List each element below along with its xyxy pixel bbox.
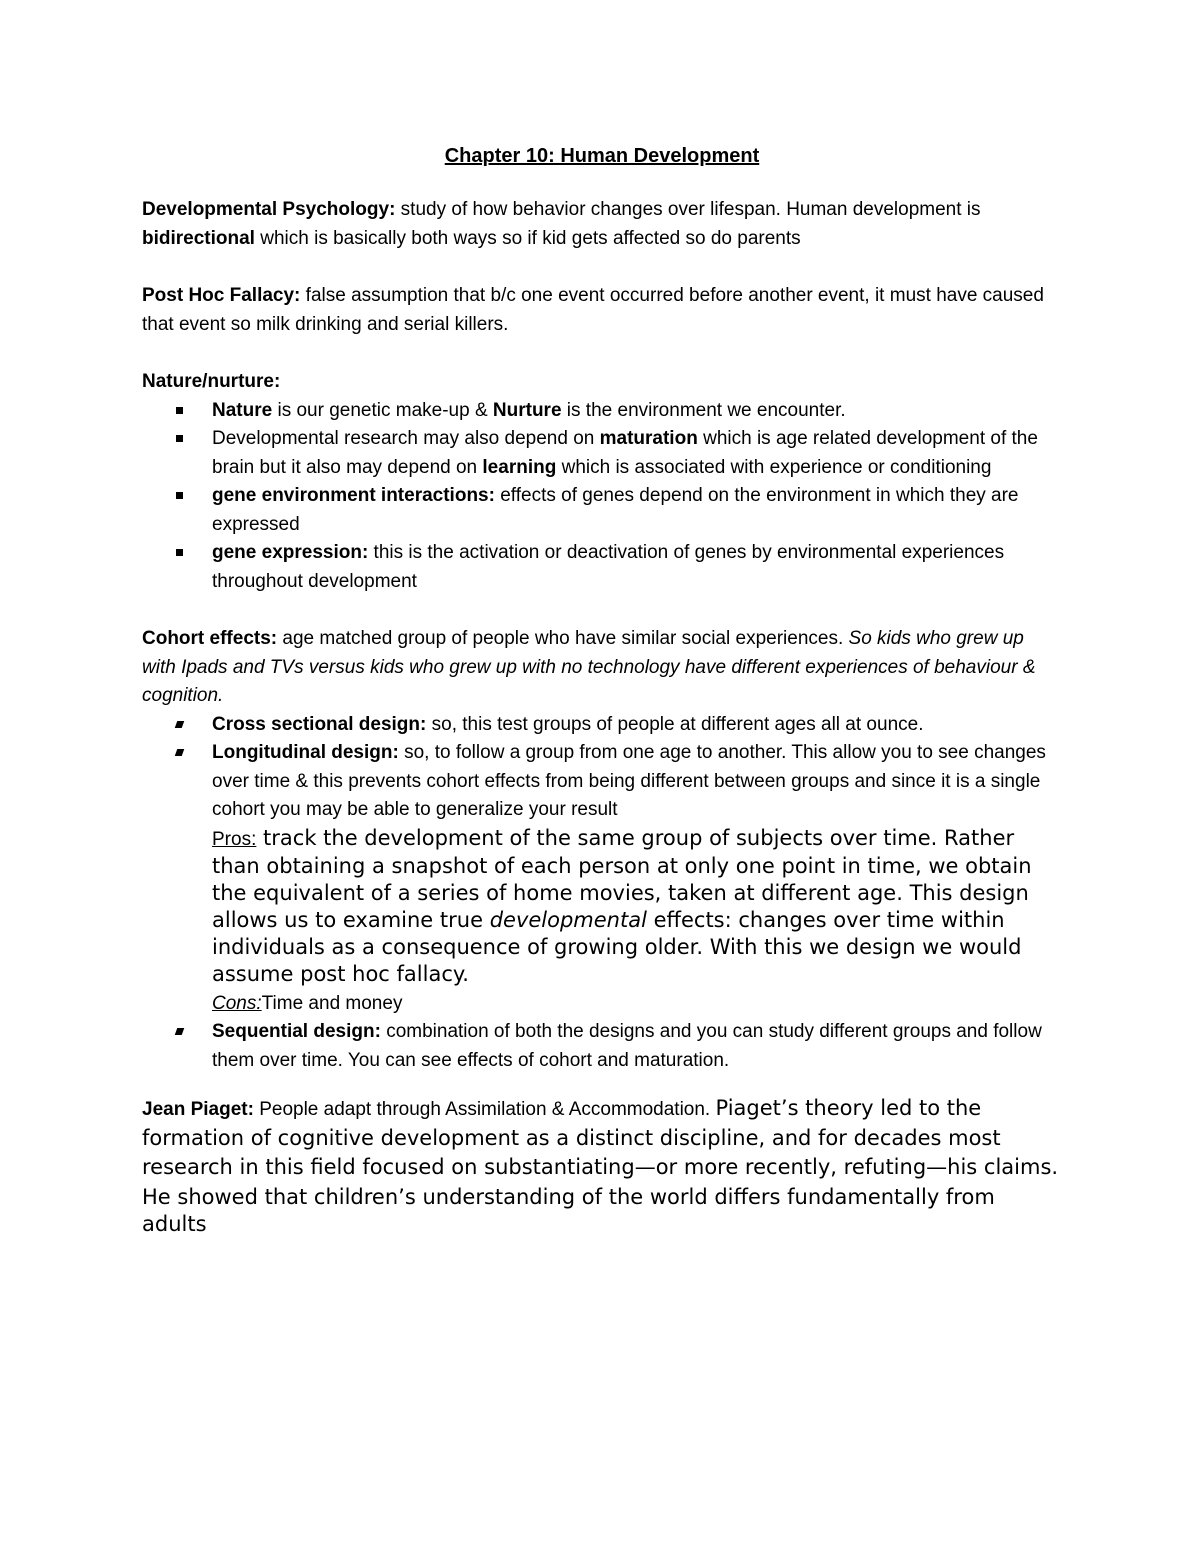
pros-block xyxy=(212,825,1062,988)
list-item xyxy=(142,425,1062,482)
term-nurture: Nurture xyxy=(492,399,562,421)
term-jean-piaget: Jean Piaget: xyxy=(142,1099,254,1120)
piaget-children-paragraph: He showed that children’s understanding of the world differs fundamentally from adults xyxy=(142,1184,995,1236)
nature-nurture-list xyxy=(142,397,1062,597)
pros-text: effects: changes over time within individuals as a consequence of growing older. With this we design we would assume post hoc fallacy. xyxy=(212,907,1022,986)
dev-psych-text-2: which is basically both ways so if kid gets affected so do parents xyxy=(254,227,801,249)
cohort-text: age matched group of people who have similar social experiences. xyxy=(277,628,849,649)
term-maturation: maturation xyxy=(599,428,698,449)
list-item-text: is the environment we encounter. xyxy=(561,399,846,421)
term-learning: learning xyxy=(482,456,557,478)
list-item xyxy=(142,482,1062,539)
term-longitudinal-design: Longitudinal design: xyxy=(212,742,399,763)
list-item xyxy=(142,1018,1062,1075)
piaget-text: People adapt through Assimilation & Accommodation. xyxy=(253,1099,716,1120)
list-item xyxy=(142,539,1062,596)
list-item xyxy=(142,397,1062,426)
term-cross-sectional-design: Cross sectional design: xyxy=(212,713,427,735)
list-item-text: Developmental research may also depend on xyxy=(212,428,600,449)
pros-text: track the development of the same group of subjects over time. Rather than obtaining a snapshot of each person at only one point in time, we obtain the equivalent of a series of home movies, taken at different age. This design allows us to examine true xyxy=(212,825,1032,932)
square-bullet-icon xyxy=(175,749,185,756)
term-post-hoc-fallacy: Post Hoc Fallacy: xyxy=(142,285,301,306)
cohort-example-italic: So kids who grew up with Ipads and TVs versus kids who grew up with no technology have different experiences of behaviour & cognition. xyxy=(142,628,1036,706)
nature-nurture-heading xyxy=(142,368,1062,397)
list-item xyxy=(142,739,1062,1018)
piaget-paragraph xyxy=(142,1095,1062,1184)
term-gene-environment-interactions: gene environment interactions: xyxy=(212,485,495,506)
research-design-list xyxy=(142,711,1062,1076)
term-nature: Nature xyxy=(212,399,273,421)
pros-italic: developmental xyxy=(489,907,647,932)
list-item-text: so, this test groups of people at different ages all at ounce. xyxy=(426,713,924,735)
square-bullet-icon xyxy=(176,407,183,414)
term-gene-expression: gene expression: xyxy=(212,542,369,563)
square-bullet-icon xyxy=(175,721,185,728)
page-title: Chapter 10: Human Development xyxy=(444,145,760,167)
pros-label: Pros: xyxy=(212,828,257,850)
nature-nurture-heading-text: Nature/nurture: xyxy=(142,371,281,392)
square-bullet-icon xyxy=(175,1028,185,1035)
list-item-text: combination of both the designs and you can study different groups and follow them over time. You can see effects of cohort and maturation. xyxy=(212,1021,1042,1071)
list-item-text: which is age related development of the brain but it also may depend on xyxy=(212,428,1038,478)
list-item xyxy=(142,711,1062,740)
list-item-text: so, to follow a group from one age to another. This allow you to see changes over time & this prevents cohort effects from being different between groups and since it is a single cohort you may be able to generalize your result xyxy=(212,742,1046,820)
cons-text: Time and money xyxy=(261,992,403,1014)
square-bullet-icon xyxy=(176,492,183,499)
square-bullet-icon xyxy=(176,435,183,442)
piaget-theory-text: Piaget’s theory led to the formation of cognitive development as a distinct discipline, and for decades most research in this field focused on substantiating—or more recently, refuting—his claims. xyxy=(142,1096,1059,1179)
term-developmental-psychology: Developmental Psychology: xyxy=(142,199,396,220)
post-hoc-text: false assumption that b/c one event occurred before another event, it must have caused that event so milk drinking and serial killers. xyxy=(142,285,1044,335)
developmental-psychology-paragraph xyxy=(142,196,1062,253)
term-cohort-effects: Cohort effects: xyxy=(142,628,278,649)
cons-label: Cons: xyxy=(212,992,262,1014)
term-sequential-design: Sequential design: xyxy=(212,1021,381,1042)
term-bidirectional: bidirectional xyxy=(142,227,255,249)
cons-block xyxy=(212,990,1062,1019)
square-bullet-icon xyxy=(176,549,183,556)
cohort-effects-paragraph xyxy=(142,625,1062,711)
post-hoc-paragraph xyxy=(142,282,1062,339)
document-content xyxy=(142,142,1062,1238)
list-item-text: effects of genes depend on the environment in which they are expressed xyxy=(212,485,1019,535)
list-item-text: is our genetic make-up & xyxy=(272,399,493,421)
list-item-text: which is associated with experience or conditioning xyxy=(556,456,992,478)
list-item-text: this is the activation or deactivation of genes by environmental experiences throughout development xyxy=(212,542,1005,592)
dev-psych-text-1: study of how behavior changes over lifespan. Human development is xyxy=(395,199,981,220)
